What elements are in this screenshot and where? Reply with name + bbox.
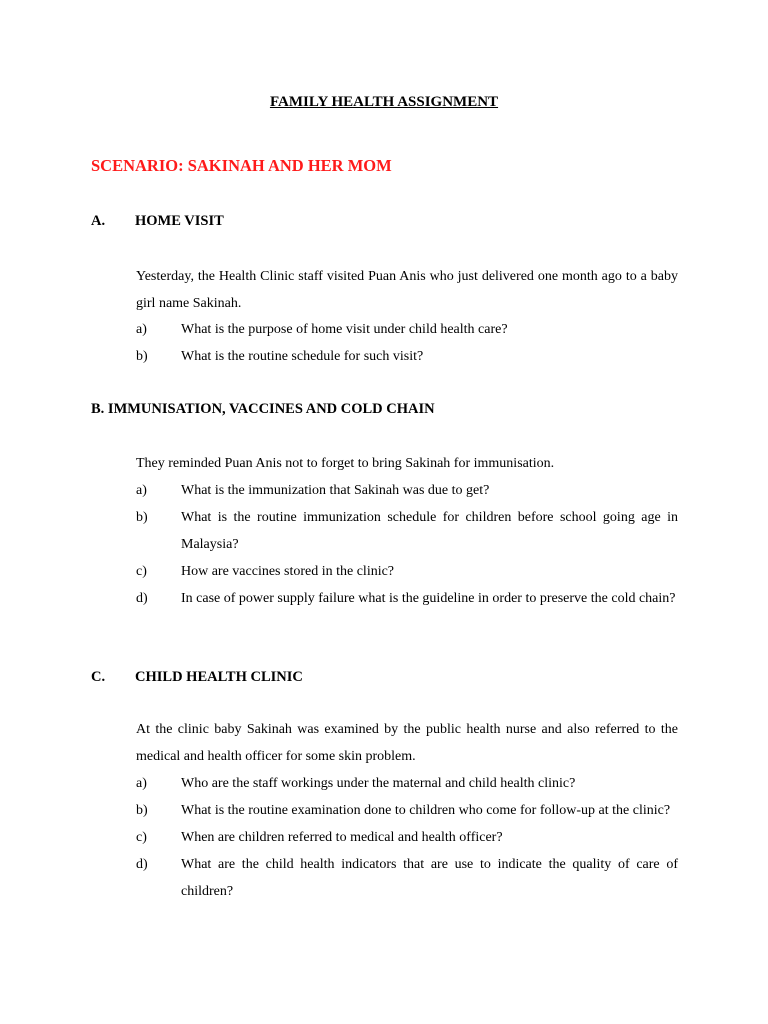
section-b-heading: B. IMMUNISATION, VACCINES AND COLD CHAIN — [91, 401, 435, 417]
question-item — [136, 797, 678, 824]
question-text: Who are the staff workings under the maternal and child health clinic? — [181, 776, 576, 791]
question-label: b) — [136, 803, 148, 818]
question-text: What are the child health indicators that are use to indicate the quality of care of children? — [181, 857, 678, 899]
question-item — [136, 504, 678, 558]
document-title: FAMILY HEALTH ASSIGNMENT — [269, 94, 499, 110]
question-label: c) — [136, 830, 147, 845]
question-label: a) — [136, 322, 147, 337]
question-text: How are vaccines stored in the clinic? — [181, 564, 395, 579]
section-a-heading — [91, 213, 224, 230]
section-a-questions — [136, 316, 678, 370]
section-b-questions — [136, 477, 678, 612]
question-label: b) — [136, 349, 148, 364]
question-item — [136, 343, 678, 370]
question-label: d) — [136, 591, 148, 606]
section-c-intro: At the clinic baby Sakinah was examined by the public health nurse and also referred to the medical and health officer for some skin problem. — [136, 722, 678, 764]
question-item — [136, 770, 678, 797]
scenario-heading: SCENARIO: SAKINAH AND HER MOM — [91, 156, 392, 175]
question-item — [136, 558, 678, 585]
question-text: What is the immunization that Sakinah was due to get? — [181, 483, 490, 498]
question-text: In case of power supply failure what is the guideline in order to preserve the cold chain? — [181, 591, 676, 606]
question-label: c) — [136, 564, 147, 579]
section-a-letter: A. — [91, 213, 106, 229]
question-item — [136, 477, 678, 504]
question-item — [136, 851, 678, 905]
question-text: What is the purpose of home visit under child health care? — [181, 322, 508, 337]
section-a-title: HOME VISIT — [135, 213, 224, 229]
question-label: d) — [136, 857, 148, 872]
question-text: What is the routine immunization schedule for children before school going age in Malaysia? — [181, 510, 678, 552]
question-label: a) — [136, 483, 147, 498]
section-c-letter: C. — [91, 669, 106, 685]
section-c-questions — [136, 770, 678, 905]
question-text: When are children referred to medical and health officer? — [181, 830, 503, 845]
section-c-title: CHILD HEALTH CLINIC — [135, 669, 303, 685]
section-c-heading — [91, 669, 303, 686]
section-a-intro: Yesterday, the Health Clinic staff visited Puan Anis who just delivered one month ago to a baby girl name Sakinah. — [136, 269, 678, 311]
question-text: What is the routine examination done to children who come for follow-up at the clinic? — [181, 803, 671, 818]
question-item — [136, 824, 678, 851]
question-text: What is the routine schedule for such visit? — [181, 349, 424, 364]
question-item — [136, 316, 678, 343]
section-b-intro: They reminded Puan Anis not to forget to bring Sakinah for immunisation. — [136, 456, 555, 471]
question-label: a) — [136, 776, 147, 791]
question-label: b) — [136, 510, 148, 525]
question-item — [136, 585, 678, 612]
